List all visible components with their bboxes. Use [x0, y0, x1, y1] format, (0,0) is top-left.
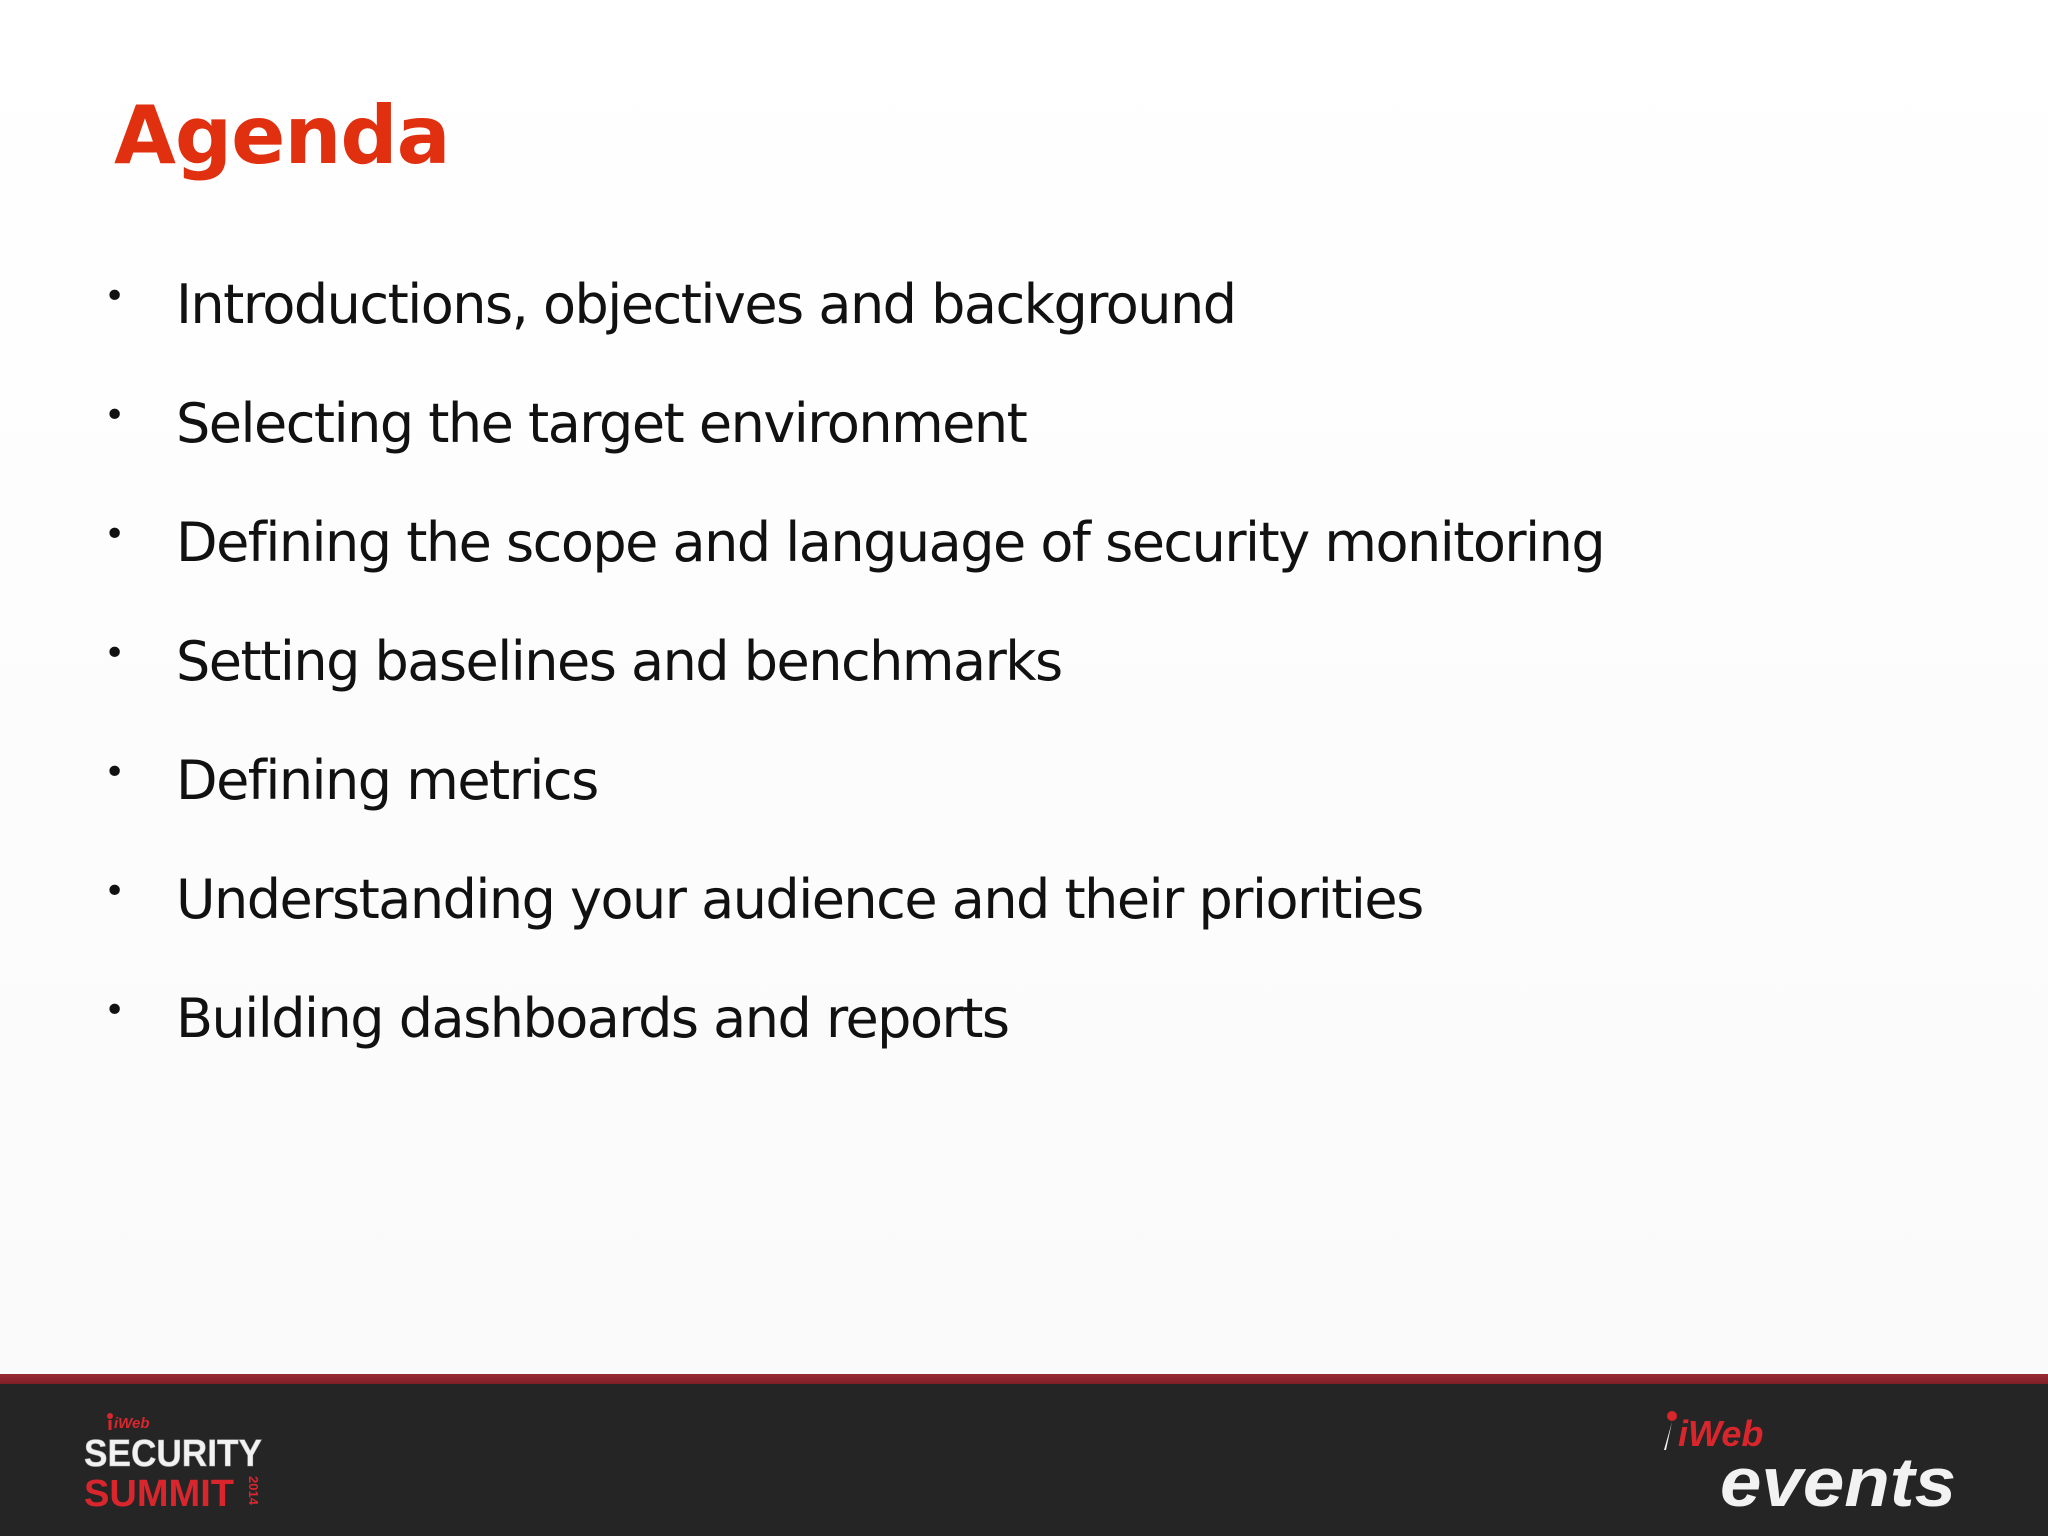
agenda-item [100, 364, 1604, 483]
agenda-list [100, 245, 1604, 1078]
agenda-item [100, 721, 1604, 840]
bullet-icon: • [104, 513, 126, 555]
security-summit-logo-brand: iWeb [114, 1415, 150, 1432]
agenda-item [100, 245, 1604, 364]
bullet-icon: • [104, 632, 126, 674]
agenda-item [100, 602, 1604, 721]
bullet-icon: • [104, 989, 126, 1031]
agenda-item-text: Setting baselines and benchmarks [176, 629, 1062, 693]
iweb-events-logo-word: events [1720, 1443, 1956, 1520]
agenda-item-text: Building dashboards and reports [176, 986, 1009, 1050]
security-summit-logo-line1: SECURITY [84, 1433, 262, 1475]
agenda-item-text: Selecting the target environment [176, 391, 1027, 455]
footer-bar [0, 1374, 2048, 1536]
iweb-events-logo [1656, 1410, 1966, 1520]
agenda-item [100, 840, 1604, 959]
security-summit-logo-year: 2014 [246, 1476, 261, 1505]
iweb-events-logo-brand: iWeb [1678, 1413, 1764, 1454]
security-summit-logo [84, 1408, 274, 1520]
agenda-item-text: Understanding your audience and their priorities [176, 867, 1423, 931]
agenda-item [100, 959, 1604, 1078]
agenda-item-text: Defining metrics [176, 748, 598, 812]
bullet-icon: • [104, 751, 126, 793]
agenda-item-text: Defining the scope and language of security monitoring [176, 510, 1605, 574]
security-summit-logo-line2: SUMMIT [84, 1473, 234, 1515]
bullet-icon: • [104, 275, 126, 317]
bullet-icon: • [104, 394, 126, 436]
slide-title: Agenda [114, 89, 450, 182]
bullet-icon: • [104, 870, 126, 912]
agenda-item-text: Introductions, objectives and background [176, 272, 1236, 336]
footer-stripe [0, 1374, 2048, 1384]
agenda-item [100, 483, 1604, 602]
